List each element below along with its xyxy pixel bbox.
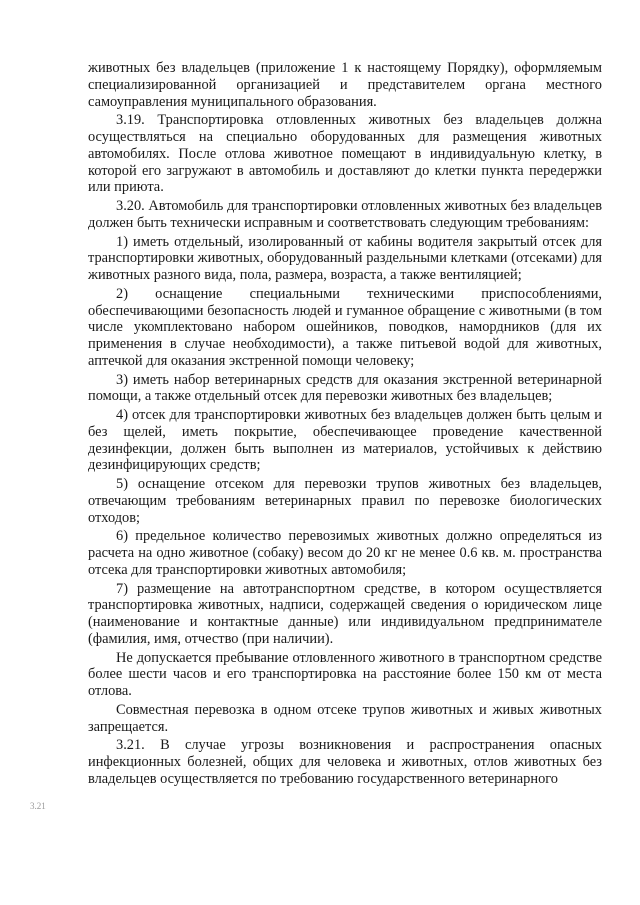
margin-note: 3.21 [30, 801, 46, 811]
paragraph-time-limit: Не допускается пребывание отловленного животного в транспортном средстве более шести часов и его транспортировка на расстояние более 150 км от места отлова. [88, 649, 602, 699]
list-item-2: 2) оснащение специальными техническими приспособлениями, обеспечивающими безопасность людей и гуманное обращение с животными (в том числе укомплектовано набором ошейников, поводков, намордников (для их применения в случае необходимости), а также питьевой водой для животных, аптечкой для оказания экстренной помощи человеку; [88, 285, 602, 369]
paragraph-3-20: 3.20. Автомобиль для транспортировки отловленных животных без владельцев должен быть технически исправным и соответствовать следующим требованиям: [88, 198, 602, 231]
list-item-6: 6) предельное количество перевозимых животных должно определяться из расчета на одно животное (собаку) весом до 20 кг не менее 0.6 кв. м. пространства отсека для транспортировки животных автомобиля; [88, 528, 602, 578]
paragraph-3-21: 3.21. В случае угрозы возникновения и распространения опасных инфекционных болезней, общих для человека и животных, отлов животных без владельцев осуществляется по требованию государственного ветеринарного [88, 737, 602, 787]
list-item-4: 4) отсек для транспортировки животных без владельцев должен быть целым и без щелей, иметь покрытие, обеспечивающее проведение качественной дезинфекции, должен быть выполнен из материалов, устойчивых к действию дезинфицирующих средств; [88, 407, 602, 474]
paragraph-continuation: животных без владельцев (приложение 1 к настоящему Порядку), оформляемым специализированной организацией и представителем органа местного самоуправления муниципального образования. [88, 60, 602, 110]
list-item-5: 5) оснащение отсеком для перевозки трупов животных без владельцев, отвечающим требованиям ветеринарных правил по перевозке биологических отходов; [88, 476, 602, 526]
paragraph-joint-transport: Совместная перевозка в одном отсеке трупов животных и живых животных запрещается. [88, 701, 602, 735]
list-item-7: 7) размещение на автотранспортном средстве, в котором осуществляется транспортировка животных, надписи, содержащей сведения о юридическом лице (наименование и контактные данные) или индивидуальном предпринимателе (фамилия, имя, отчество (при наличии). [88, 580, 602, 647]
list-item-1: 1) иметь отдельный, изолированный от кабины водителя закрытый отсек для транспортировки животных, оборудованный раздельными клетками (отсеками) для животных разного вида, пола, размера, возраста, а также вентиляцией; [88, 233, 602, 283]
list-item-3: 3) иметь набор ветеринарных средств для оказания экстренной ветеринарной помощи, а также отдельный отсек для перевозки животных без владельцев; [88, 371, 602, 405]
document-page [88, 60, 602, 790]
paragraph-3-19: 3.19. Транспортировка отловленных животных без владельцев должна осуществляться на специально оборудованных для размещения животных автомобилях. После отлова животное помещают в индивидуальную клетку, в которой его загружают в автомобиль и доставляют до клетки пункта передержки или приюта. [88, 112, 602, 196]
